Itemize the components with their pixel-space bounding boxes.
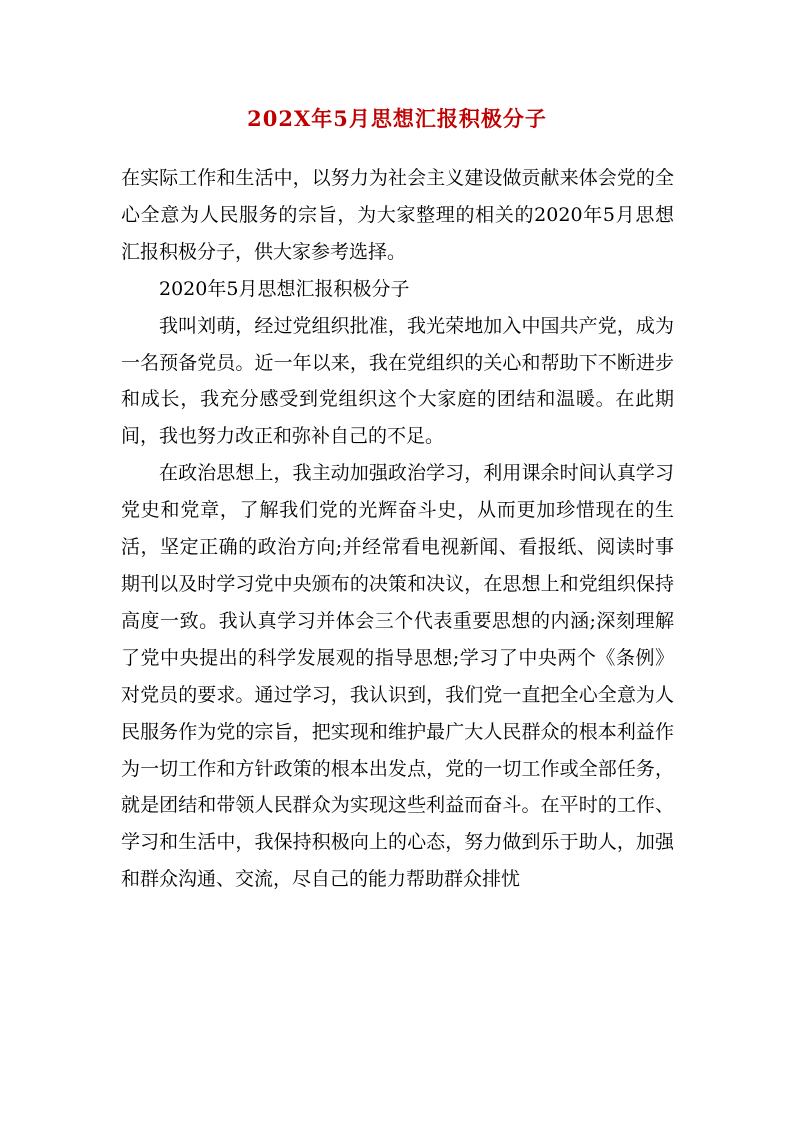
document-body bbox=[121, 160, 674, 898]
section-heading: 2020年5月思想汇报积极分子 bbox=[159, 277, 410, 300]
body-paragraph-1: 我叫刘萌，经过党组织批准，我光荣地加入中国共产党，成为一名预备党员。近一年以来，我在党组织的关心和帮助下不断进步和成长，我充分感受到党组织这个大家庭的团结和温暖。在此期间，我也努力改正和弥补自己的不足。 bbox=[121, 314, 674, 448]
document-title: 202X年5月思想汇报积极分子 bbox=[247, 106, 547, 131]
intro-paragraph: 在实际工作和生活中，以努力为社会主义建设做贡献来体会党的全心全意为人民服务的宗旨，为大家整理的相关的2020年5月思想汇报积极分子，供大家参考选择。 bbox=[121, 167, 674, 263]
body-paragraph-2: 在政治思想上，我主动加强政治学习，利用课余时间认真学习党史和党章，了解我们党的光辉奋斗史，从而更加珍惜现在的生活，坚定正确的政治方向;并经常看电视新闻、看报纸、阅读时事期刊以及时学习党中央颁布的决策和决议，在思想上和党组织保持高度一致。我认真学习并体会三个代表重要思想的内涵;深刻理解了党中央提出的科学发展观的指导思想;学习了中央两个《条例》对党员的要求。通过学习，我认识到，我们党一直把全心全意为人民服务作为党的宗旨，把实现和维护最广大人民群众的根本利益作为一切工作和方针政策的根本出发点，党的一切工作或全部任务，就是团结和带领人民群众为实现这些利益而奋斗。在平时的工作、学习和生活中，我保持积极向上的心态，努力做到乐于助人，加强和群众沟通、交流，尽自己的能力帮助群众排忧 bbox=[121, 462, 674, 891]
